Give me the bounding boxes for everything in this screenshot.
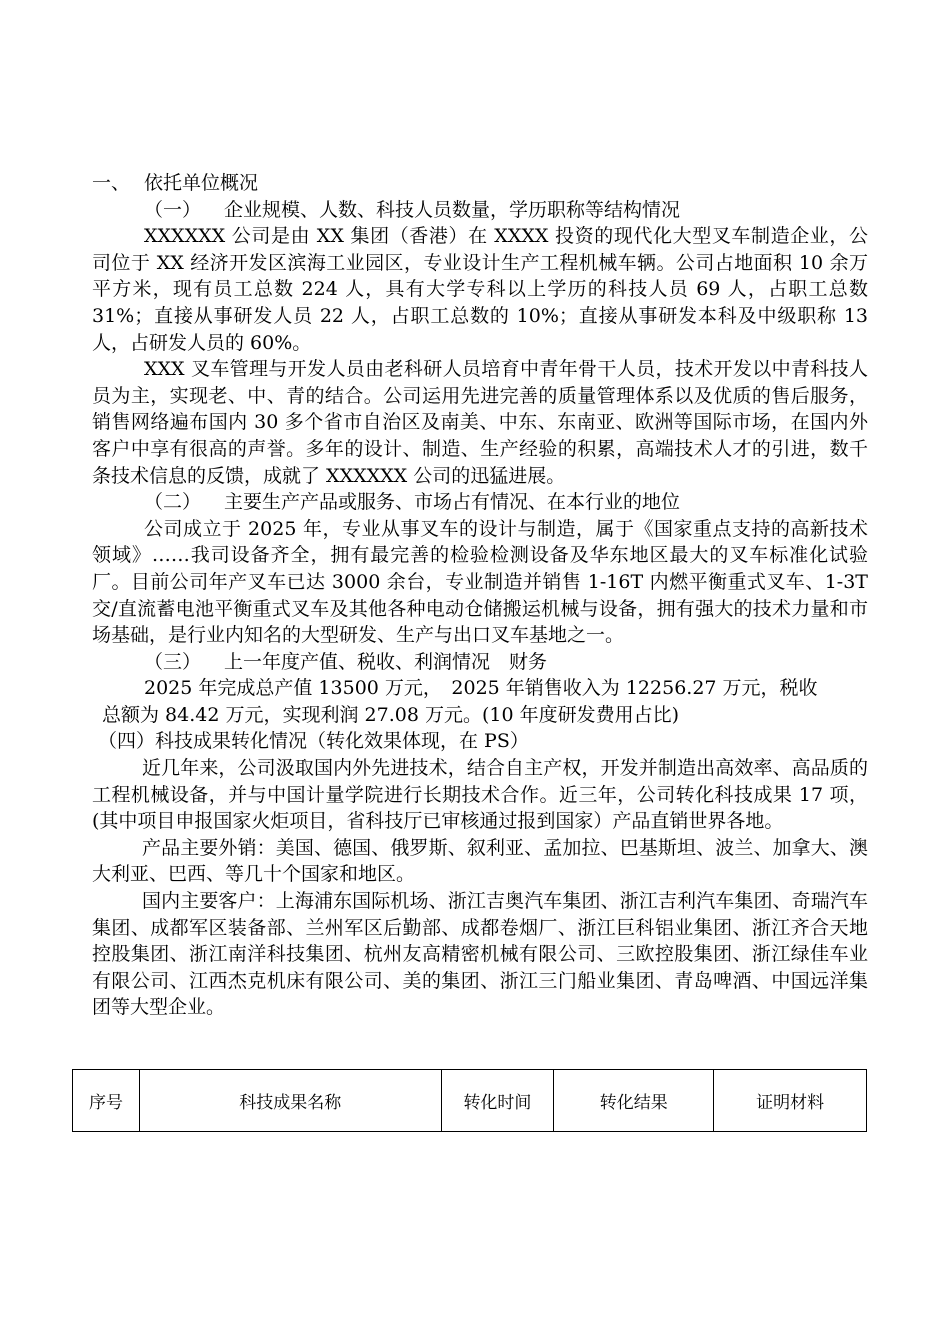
header-serial-number: 序号	[73, 1070, 140, 1132]
header-proof-materials: 证明材料	[714, 1070, 867, 1132]
subsection-heading-3	[92, 649, 868, 676]
paragraph-personnel: XXX 叉车管理与开发人员由老科研人员培育中青年骨干人员，技术开发以中青科技人员为主，实现老、中、青的结合。公司运用先进完善的质量管理体系以及优质的售后服务，销售网络遍布国内 30 多个省市自治区及南美、中东、东南亚、欧洲等国际市场，在国内外客户中享有很高的声誉。多年的设计、制造、生产经验的积累，高端技术人才的引进，数千条技术信息的反馈，成就了 XXXXXX 公司的迅猛进展。	[92, 358, 868, 487]
subsection-heading-2	[92, 489, 868, 516]
subsection-title: 企业规模、人数、科技人员数量，学历职称等结构情况	[224, 198, 681, 221]
paragraph-exports: 产品主要外销：美国、德国、俄罗斯、叙利亚、孟加拉、巴基斯坦、波兰、加拿大、澳大利亚、巴西、等几十个国家和地区。	[92, 836, 868, 886]
subsection-heading-1	[92, 197, 868, 224]
header-conversion-result: 转化结果	[554, 1070, 714, 1132]
finance-line-1: 2025 年完成总产值 13500 万元， 2025 年销售收入为 12256.27 万元，税收	[144, 677, 818, 700]
document-body	[92, 170, 868, 1021]
table-header-row	[73, 1070, 867, 1132]
subsection-heading-4: （四）科技成果转化情况（转化效果体现，在 PS）	[98, 730, 529, 753]
finance-line-2: 总额为 84.42 万元，实现利润 27.08 万元。(10 年度研发费用占比)	[102, 703, 679, 726]
achievements-table	[72, 1069, 867, 1132]
section-heading-1	[92, 170, 868, 197]
subsection-number: （一）	[144, 198, 202, 221]
subsection-title: 上一年度产值、税收、利润情况 财务	[224, 650, 548, 673]
paragraph-achievements: 近几年来，公司汲取国内外先进技术，结合自主产权，开发并制造出高效率、高品质的工程机械设备，并与中国计量学院进行长期技术合作。近三年，公司转化科技成果 17 项，(其中项目申报国家火炬项目，省科技厅已审核通过报到国家）产品直销世界各地。	[92, 757, 868, 833]
header-achievement-name: 科技成果名称	[139, 1070, 441, 1132]
subsection-title: 主要生产产品或服务、市场占有情况、在本行业的地位	[224, 491, 681, 514]
header-conversion-time: 转化时间	[441, 1070, 554, 1132]
section-title: 依托单位概况	[144, 172, 259, 194]
paragraph-products: 公司成立于 2025 年，专业从事叉车的设计与制造，属于《国家重点支持的高新技术领域》……我司设备齐全，拥有最完善的检验检测设备及华东地区最大的叉车标准化试验厂。目前公司年产叉车已达 3000 余台，专业制造并销售 1-16T 内燃平衡重式叉车、1-3T 交/直流蓄电池平衡重式叉车及其他各种电动仓储搬运机械与设备，拥有强大的技术力量和市场基础，是行业内知名的大型研发、生产与出口叉车基地之一。	[92, 517, 868, 647]
paragraph-domestic-clients: 国内主要客户：上海浦东国际机场、浙江吉奥汽车集团、浙江吉利汽车集团、奇瑞汽车集团、成都军区装备部、兰州军区后勤部、成都卷烟厂、浙江巨科铝业集团、浙江齐合天地控股集团、浙江南洋科技集团、杭州友高精密机械有限公司、三欧控股集团、浙江绿佳车业有限公司、江西杰克机床有限公司、美的集团、浙江三门船业集团、青岛啤酒、中国远洋集团等大型企业。	[92, 890, 868, 1019]
subsection-number: （二）	[144, 491, 202, 514]
paragraph-company-scale: XXXXXX 公司是由 XX 集团（香港）在 XXXX 投资的现代化大型叉车制造企业，公司位于 XX 经济开发区滨海工业园区，专业设计生产工程机械车辆。公司占地面积 10 余万平方米，现有员工总数 224 人，具有大学专科以上学历的科技人员 69 人，占职工总数 31%；直接从事研发人员 22 人，占职工总数的 10%；直接从事研发本科及中级职称 13 人，占研发人员的 60%。	[92, 225, 868, 354]
section-number: 一、	[92, 172, 131, 194]
subsection-number: （三）	[144, 650, 202, 673]
paragraph-finance	[92, 675, 868, 728]
